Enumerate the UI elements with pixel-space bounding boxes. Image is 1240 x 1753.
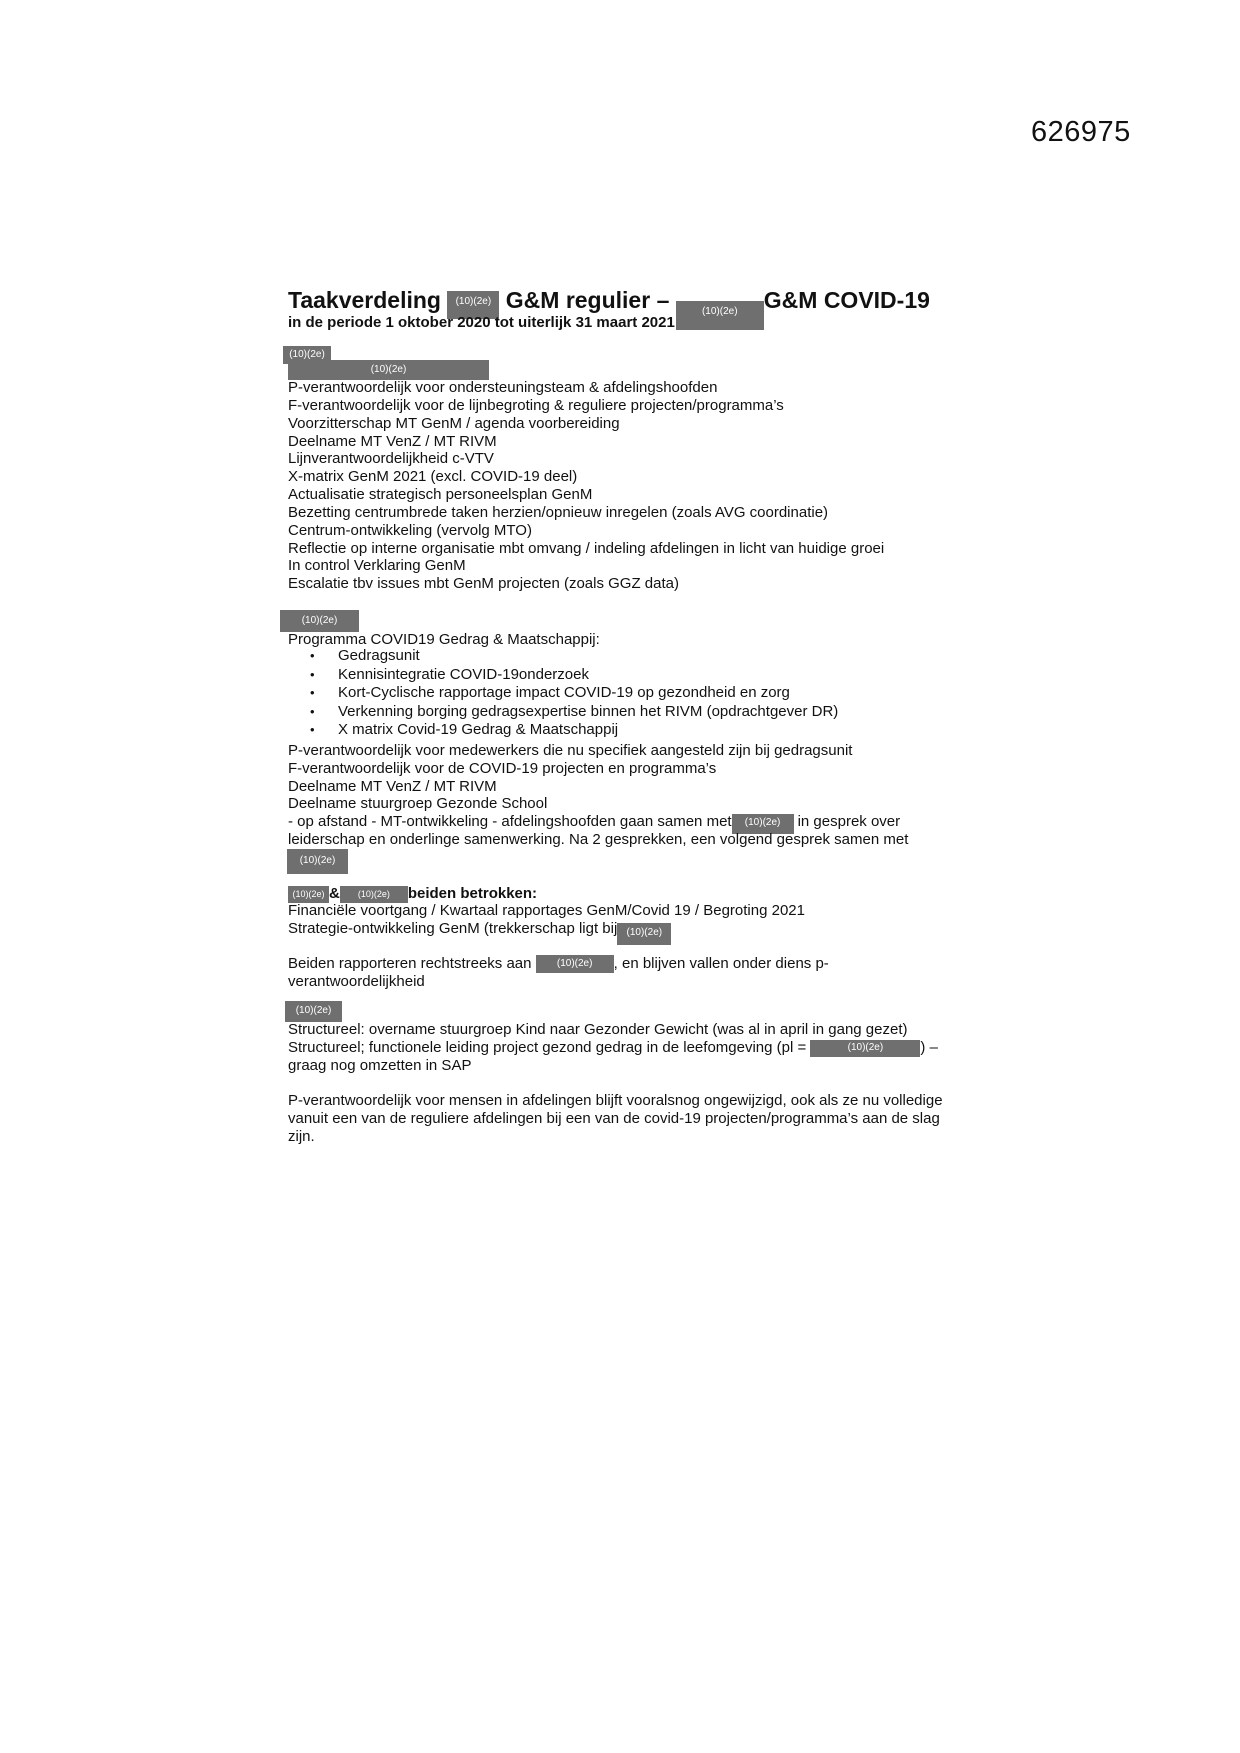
list-item: • Gedragsunit (288, 647, 838, 666)
section3-item2-text: Strategie-ontwikkeling GenM (trekkerschap ligt bij (288, 920, 618, 937)
list-item: • Kort-Cyclische rapportage impact COVID-19 op gezondheid en zorg (288, 684, 838, 703)
closing-paragraph-line: P-verantwoordelijk voor mensen in afdelingen blijft vooralsnog ongewijzigd, ook als ze nu volledige (288, 1092, 943, 1109)
report-line-2: verantwoordelijkheid (288, 973, 425, 990)
section1-item: X-matrix GenM 2021 (excl. COVID-19 deel) (288, 468, 578, 485)
report-line (288, 955, 829, 973)
document-number: 626975 (1031, 116, 1131, 148)
program-bullet-list (288, 647, 838, 740)
section1-name-redaction: (10)(2e) (283, 346, 331, 364)
section1-item: Reflectie op interne organisatie mbt omvang / indeling afdelingen in licht van huidige groei (288, 540, 885, 557)
title-part-1: Taakverdeling (288, 287, 441, 313)
section2-item: leiderschap en onderlinge samenwerking. Na 2 gesprekken, een volgend gesprek samen met (288, 831, 909, 848)
list-item: • Verkenning borging gedragsexpertise binnen het RIVM (opdrachtgever DR) (288, 703, 838, 722)
program-heading: Programma COVID19 Gedrag & Maatschappij: (288, 631, 600, 648)
section1-item: F-verantwoordelijk voor de lijnbegroting & reguliere projecten/programma’s (288, 397, 784, 414)
closing-paragraph-line: vanuit een van de reguliere afdelingen bij een van de covid-19 projecten/programma’s aan de slag (288, 1110, 940, 1127)
section1-item: In control Verklaring GenM (288, 557, 466, 574)
section2-item: F-verantwoordelijk voor de COVID-19 projecten en programma’s (288, 760, 717, 777)
redaction-box: (10)(2e) (288, 886, 329, 903)
section1-item: Escalatie tbv issues mbt GenM projecten (zoals GGZ data) (288, 575, 679, 592)
section2-item: P-verantwoordelijk voor medewerkers die nu specifiek aangesteld zijn bij gedragsunit (288, 742, 853, 759)
section2-end-redaction: (10)(2e) (287, 849, 348, 874)
section1-item: Deelname MT VenZ / MT RIVM (288, 433, 497, 450)
section2-header-redaction: (10)(2e) (280, 610, 359, 632)
closing-paragraph-line: zijn. (288, 1128, 315, 1145)
report-after: , en blijven vallen onder diens p- (613, 955, 829, 972)
section1-item: Bezetting centrumbrede taken herzien/opnieuw inregelen (zoals AVG coordinatie) (288, 504, 829, 521)
section4-item: Structureel: overname stuurgroep Kind naar Gezonder Gewicht (was al in april in gang gezet) (288, 1021, 908, 1038)
section2-item: Deelname stuurgroep Gezonde School (288, 795, 548, 812)
title-part-3: G&M COVID-19 (763, 287, 930, 313)
section4-header-redaction: (10)(2e) (285, 1001, 342, 1022)
title-part-2: G&M regulier – (505, 287, 670, 313)
section4-item2-after: ) – (920, 1039, 938, 1056)
section4-item (288, 1039, 938, 1057)
report-before: Beiden rapporteren rechtstreeks aan (288, 955, 532, 972)
section1-item: Voorzitterschap MT GenM / agenda voorbereiding (288, 415, 620, 432)
section2-line-a-before: - op afstand - MT-ontwikkeling - afdelingshoofden gaan samen met (288, 813, 732, 830)
redaction-box: (10)(2e) (340, 886, 408, 903)
section3-heading-text: beiden betrokken: (407, 885, 538, 902)
list-item: • X matrix Covid-19 Gedrag & Maatschappij (288, 721, 838, 740)
redaction-box: (10)(2e) (617, 923, 671, 945)
list-item: • Kennisintegratie COVID-19onderzoek (288, 666, 838, 685)
section3-amp: & (329, 885, 340, 902)
redaction-box: (10)(2e) (447, 291, 499, 319)
section2-line-a-after: in gesprek over (797, 813, 901, 830)
section1-item: P-verantwoordelijk voor ondersteuningsteam & afdelingshoofden (288, 379, 718, 396)
section3-heading (288, 885, 537, 903)
section2-item: Deelname MT VenZ / MT RIVM (288, 778, 497, 795)
section1-item: Actualisatie strategisch personeelsplan GenM (288, 486, 593, 503)
page-subtitle: in de periode 1 oktober 2020 tot uiterlijk 31 maart 2021 (288, 314, 675, 331)
redaction-box: (10)(2e) (676, 301, 764, 330)
section3-item: Financiële voortgang / Kwartaal rapportages GenM/Covid 19 / Begroting 2021 (288, 902, 805, 919)
section4-item2-before: Structureel; functionele leiding project gezond gedrag in de leefomgeving (pl = (288, 1039, 807, 1056)
section3-item (288, 920, 671, 945)
redaction-box: (10)(2e) (810, 1040, 920, 1057)
section1-title-redaction: (10)(2e) (288, 360, 489, 380)
section1-item: Centrum-ontwikkeling (vervolg MTO) (288, 522, 532, 539)
redaction-box: (10)(2e) (536, 955, 614, 973)
redaction-box: (10)(2e) (732, 814, 794, 834)
section4-item-line2: graag nog omzetten in SAP (288, 1057, 472, 1074)
section1-item: Lijnverantwoordelijkheid c-VTV (288, 450, 494, 467)
